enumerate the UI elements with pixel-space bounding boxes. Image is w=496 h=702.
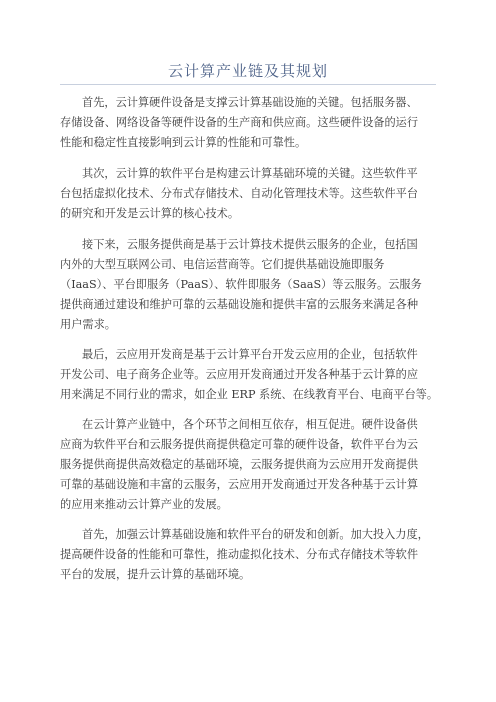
paragraph-line: 首先，云计算硬件设备是支撑云计算基础设施的关键。包括服务器、 [82, 96, 418, 109]
paragraph-line: 最后，云应用开发商是基于云计算平台开发云应用的企业，包括软件 [82, 348, 418, 361]
paragraph-line: 提供商通过建设和维护可靠的云基础设施和提供丰富的云服务来满足各种 [60, 298, 419, 311]
paragraph-line: 首先，加强云计算基础设施和软件平台的研发和创新。加大投入力度， [82, 528, 429, 541]
paragraph-line: 性能和稳定性直接影响到云计算的性能和可靠性。 [60, 136, 307, 149]
paragraph-planning [60, 525, 440, 585]
paragraph-software-platform [60, 164, 440, 224]
paragraph-line: 接下来，云服务提供商是基于云计算技术提供云服务的企业，包括国 [82, 238, 418, 251]
paragraph-line: 的应用来推动云计算产业的发展。 [60, 498, 228, 511]
paragraph-line: 应商为软件平台和云服务提供商提供稳定可靠的硬件设备，软件平台为云 [60, 438, 419, 451]
paragraph-line: 提高硬件设备的性能和可靠性，推动虚拟化技术、分布式存储技术等软件 [60, 548, 419, 561]
paragraph-line: 的研究和开发是云计算的核心技术。 [60, 207, 240, 220]
paragraph-industry-chain [60, 415, 440, 515]
paragraph-line: 台包括虚拟化技术、分布式存储技术、自动化管理技术等。这些软件平台 [60, 187, 419, 200]
paragraph-line: 内外的大型互联网公司、电信运营商等。它们提供基础设施即服务 [60, 258, 385, 271]
paragraph-line: 用户需求。 [60, 318, 116, 331]
paragraph-line: 开发公司、电子商务企业等。云应用开发商通过开发各种基于云计算的应 [60, 368, 419, 381]
paragraph-line: （IaaS）、平台即服务（PaaS）、软件即服务（SaaS）等云服务。云服务 [60, 278, 422, 291]
paragraph-line: 服务提供商提供高效稳定的基础环境，云服务提供商为云应用开发商提供 [60, 458, 419, 471]
paragraph-line: 可靠的基础设施和丰富的云服务，云应用开发商通过开发各种基于云计算 [60, 478, 419, 491]
document-title: 云计算产业链及其规划 [167, 62, 328, 80]
paragraph-line: 在云计算产业链中，各个环节之间相互依存，相互促进。硬件设备供 [82, 418, 418, 431]
paragraph-cloud-service-providers [60, 235, 440, 335]
paragraph-line: 其次，云计算的软件平台是构建云计算基础环境的关键。这些软件平 [82, 167, 418, 180]
paragraph-line: 用来满足不同行业的需求，如企业 ERP 系统、在线教育平台、电商平台等。 [60, 388, 439, 401]
paragraph-line: 平台的发展，提升云计算的基础环境。 [60, 568, 251, 581]
paragraph-app-developers [60, 345, 440, 405]
title-divider [60, 84, 436, 85]
paragraph-line: 存储设备、网络设备等硬件设备的生产商和供应商。这些硬件设备的运行 [60, 116, 419, 129]
paragraph-hardware [60, 93, 440, 153]
